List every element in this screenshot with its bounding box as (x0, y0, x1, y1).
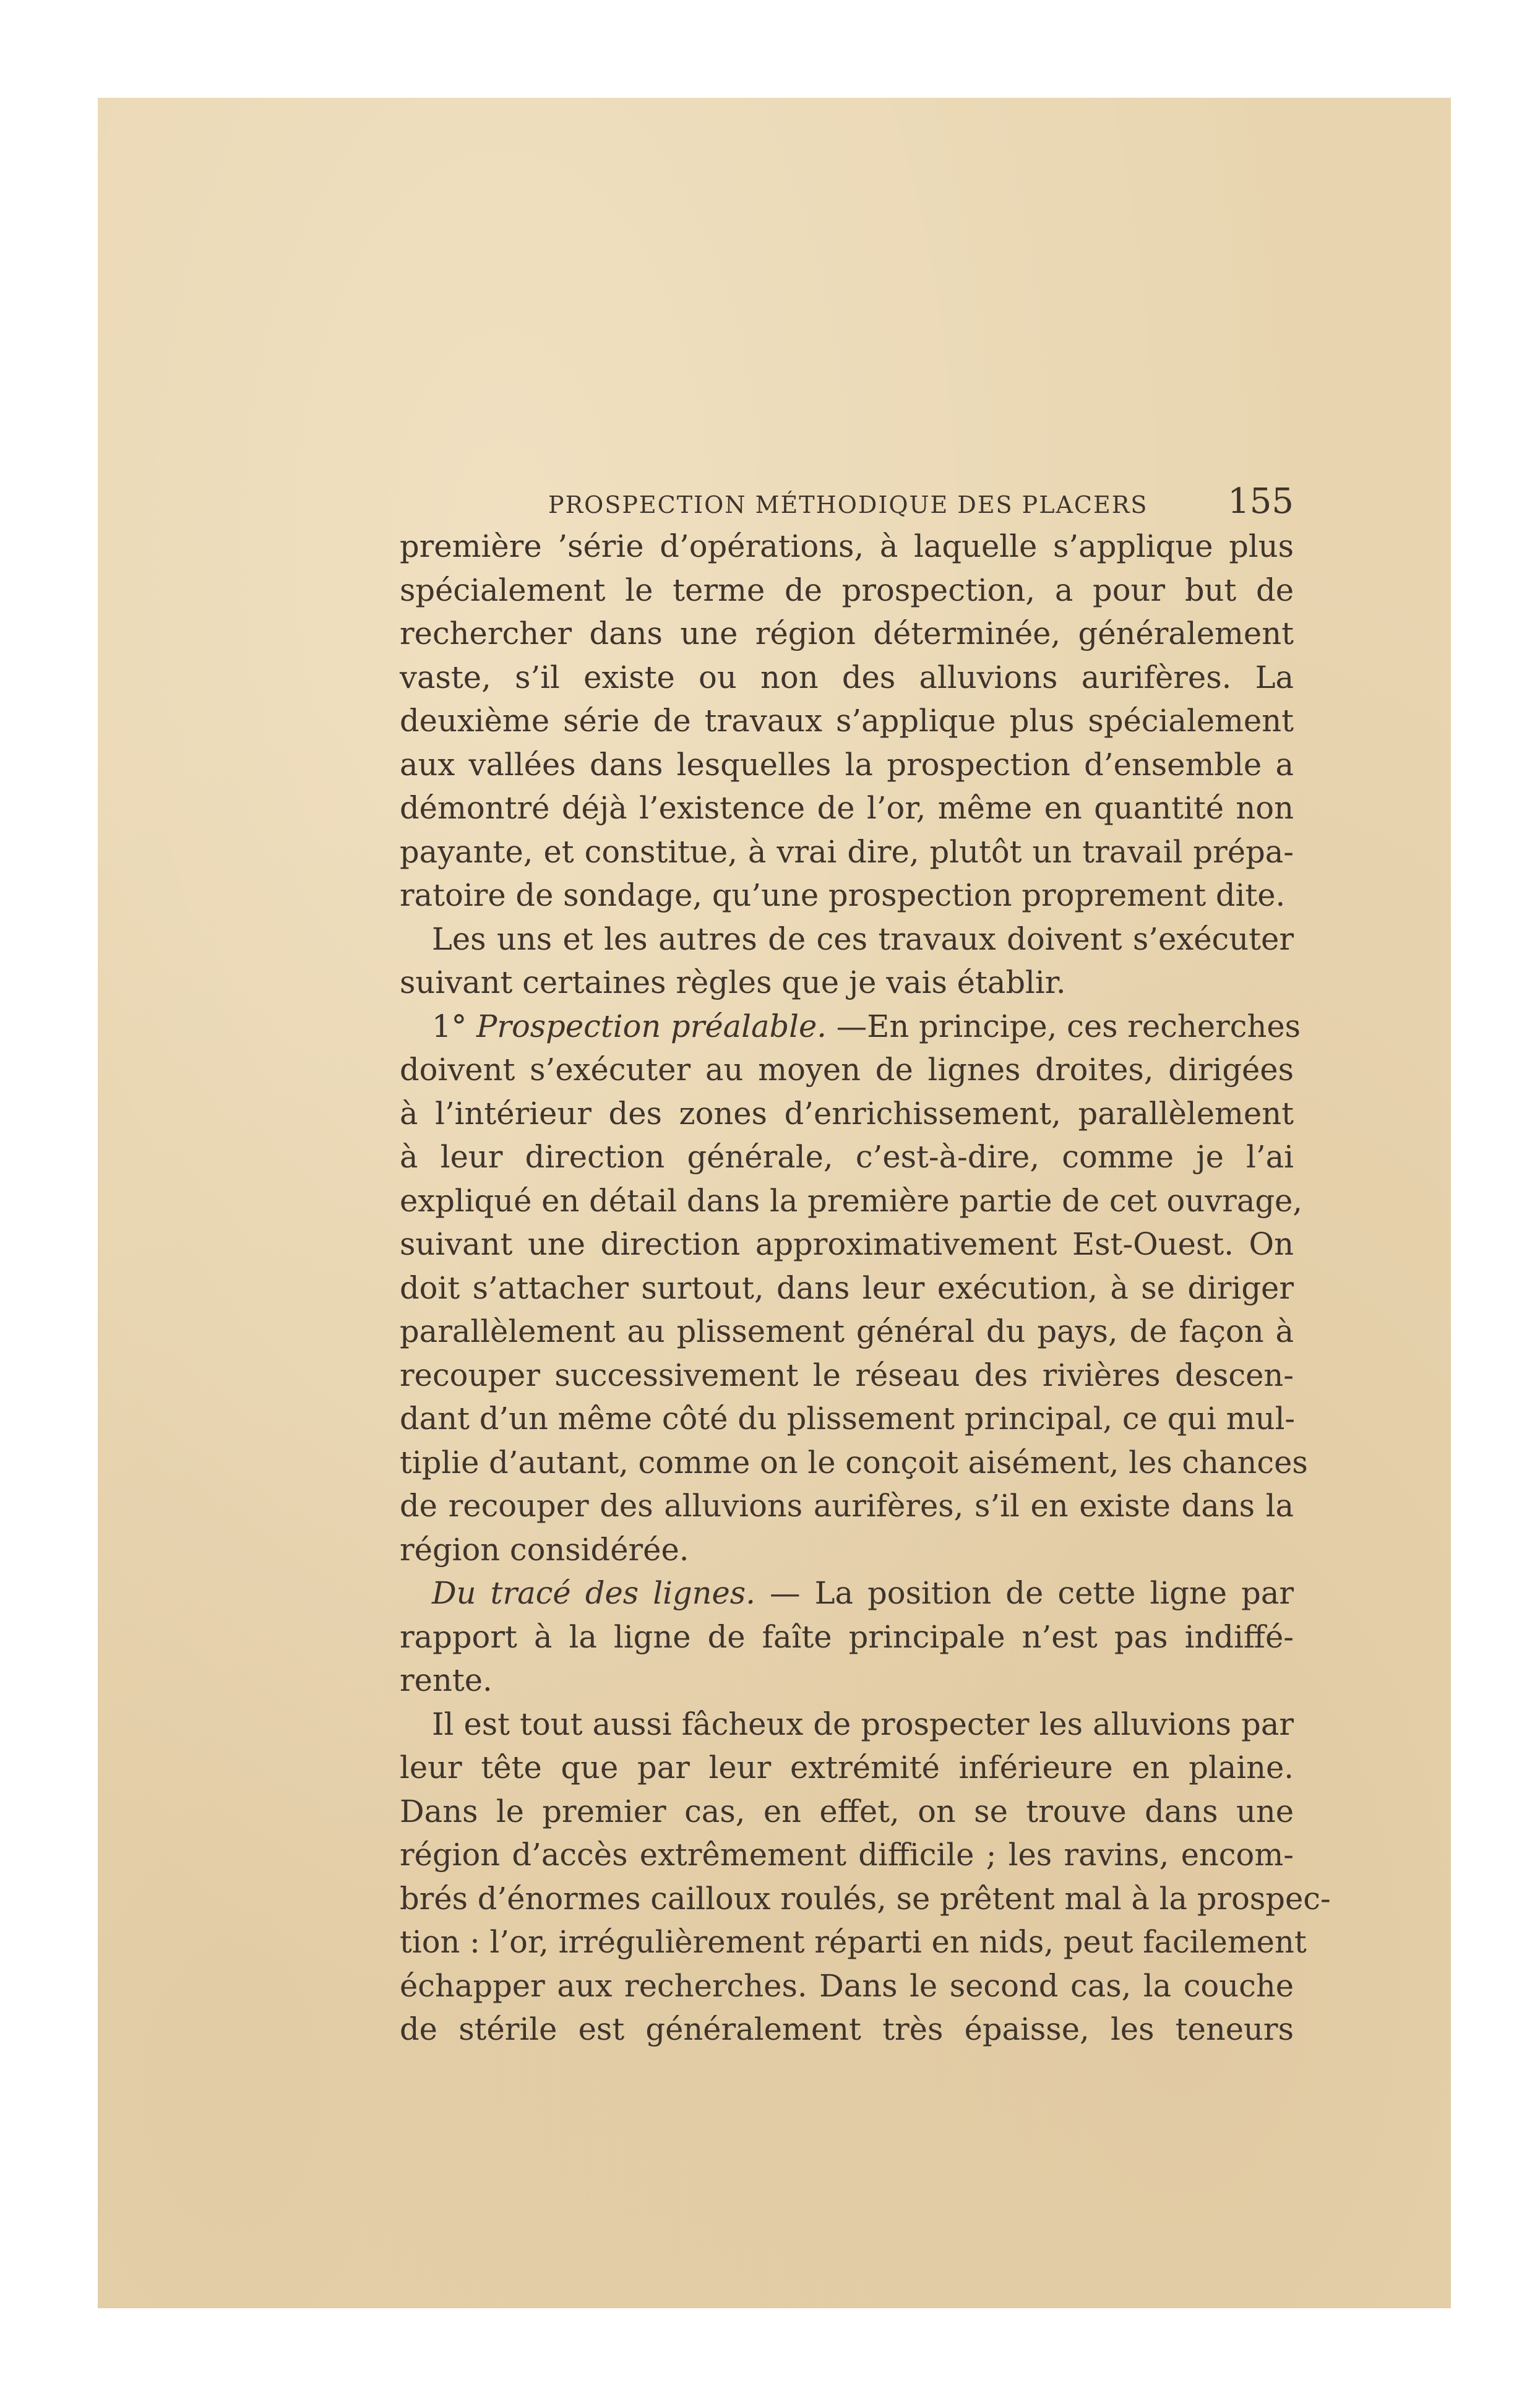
text-line: suivant certaines règles que je vais établir. (400, 965, 1066, 1000)
heading-line-text: —En principe, ces recherches (827, 1008, 1301, 1044)
paragraph-1 (400, 525, 1294, 917)
text-line: Dans le premier cas, en effet, on se trouve dans une (400, 1793, 1294, 1829)
text-line: aux vallées dans lesquelles la prospection d’ensemble a (400, 746, 1294, 783)
text-line: de stérile est généralement très épaisse, les teneurs (400, 2011, 1294, 2047)
text-line: Les uns et les autres de ces travaux doivent s’exécuter (432, 921, 1294, 957)
text-line: rechercher dans une région déterminée, généralement (400, 616, 1294, 651)
running-title: PROSPECTION MÉTHODIQUE DES PLACERS (548, 491, 1148, 518)
text-line: première ’série d’opérations, à laquelle s’applique plus (400, 528, 1294, 564)
text-line: spécialement le terme de prospection, a pour but de (400, 572, 1294, 608)
section-heading-line (400, 1005, 1301, 1049)
text-line: Il est tout aussi fâcheux de prospecter les alluvions par (432, 1706, 1294, 1742)
text-line: tiplie d’autant, comme on le conçoit aisément, les chances (400, 1444, 1308, 1480)
text-line: rapport à la ligne de faîte principale n’est pas indiffé- (400, 1618, 1294, 1655)
text-line: échapper aux recherches. Dans le second cas, la couche (400, 1967, 1294, 2004)
book-page (98, 98, 1451, 2308)
section-heading-trace-des-lignes: Du tracé des lignes. (432, 1575, 755, 1611)
paragraph-3 (400, 1005, 1308, 1572)
paragraph-5 (400, 1703, 1331, 2052)
text-line: leur tête que par leur extrémité inférieure en plaine. (400, 1750, 1294, 1785)
text-line: payante, et constitue, à vrai dire, plutôt un travail prépa- (400, 833, 1294, 870)
text-line: à leur direction générale, c’est-à-dire, comme je l’ai (400, 1139, 1294, 1175)
page-number: 155 (1228, 481, 1294, 522)
text-line: à l’intérieur des zones d’enrichissement, parallèlement (400, 1095, 1294, 1132)
heading-line-text: — La position de cette ligne par (755, 1575, 1294, 1611)
text-line: région d’accès extrêmement difficile ; les ravins, encom- (400, 1837, 1294, 1873)
paragraph-2 (400, 917, 1294, 1005)
text-line: tion : l’or, irrégulièrement réparti en nids, peut facilement (400, 1924, 1307, 1960)
text-line: ratoire de sondage, qu’une prospection proprement dite. (400, 877, 1286, 913)
text-line: parallèlement au plissement général du pays, de façon à (400, 1313, 1294, 1349)
section-heading-prospection-prealable: Prospection préalable. (476, 1008, 827, 1044)
text-line: recouper successivement le réseau des rivières descen- (400, 1357, 1294, 1393)
text-line: doit s’attacher surtout, dans leur exécution, à se diriger (400, 1270, 1294, 1306)
page-text-block (400, 480, 1331, 2052)
heading-number: 1° (432, 1008, 476, 1044)
paragraph-4 (400, 1571, 1294, 1703)
section-heading-line (400, 1571, 1294, 1615)
text-line: dant d’un même côté du plissement principal, ce qui mul- (400, 1401, 1296, 1437)
text-line: région considérée. (400, 1531, 689, 1568)
text-line: démontré déjà l’existence de l’or, même en quantité non (400, 790, 1294, 826)
text-line: brés d’énormes cailloux roulés, se prêtent mal à la prospec- (400, 1880, 1331, 1917)
text-line: vaste, s’il existe ou non des alluvions aurifères. La (400, 659, 1294, 695)
text-line: doivent s’exécuter au moyen de lignes droites, dirigées (400, 1052, 1294, 1088)
text-line: rente. (400, 1662, 493, 1698)
text-line: de recouper des alluvions aurifères, s’il en existe dans la (400, 1488, 1294, 1524)
text-line: deuxième série de travaux s’applique plus spécialement (400, 703, 1294, 739)
text-line: suivant une direction approximativement Est-Ouest. On (400, 1226, 1294, 1262)
text-line: expliqué en détail dans la première partie de cet ouvrage, (400, 1182, 1303, 1219)
running-head (400, 480, 1294, 525)
